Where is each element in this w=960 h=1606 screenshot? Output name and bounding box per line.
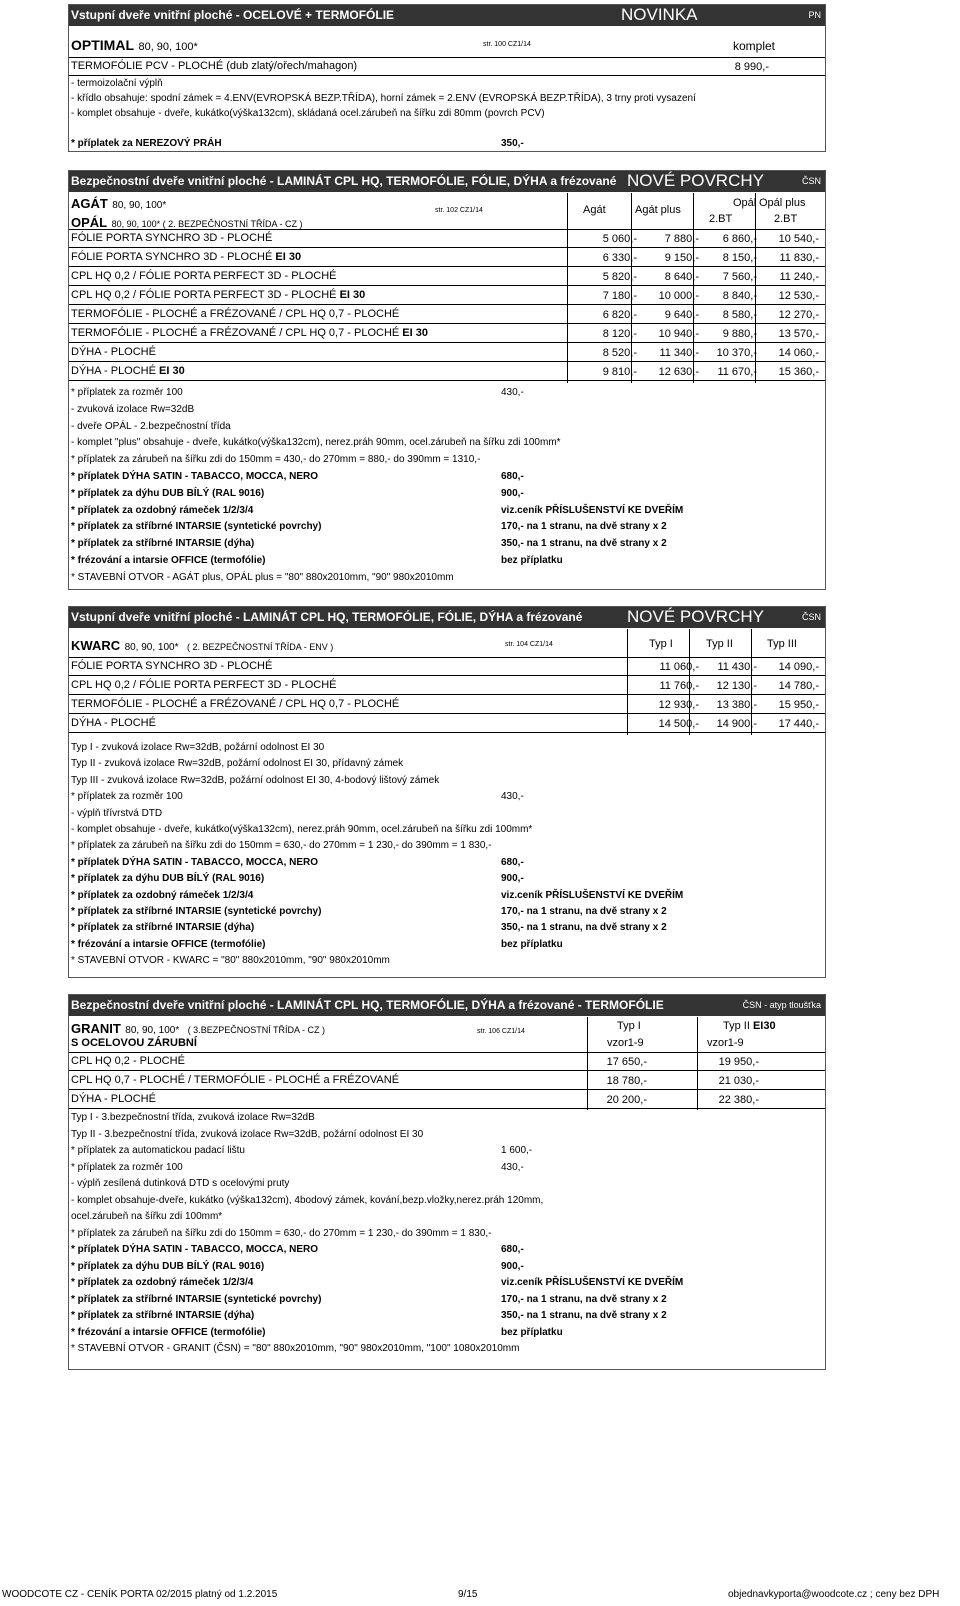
note-line: * příplatek za stříbrné INTARSIE (syntetické povrchy) [71, 521, 322, 533]
note-line: * frézování a intarsie OFFICE (termofólie) [71, 1326, 266, 1338]
price-cell: 20 200,- [606, 1094, 647, 1106]
standard-tag: ČSN [801, 612, 821, 622]
surcharge-value: 350,- [501, 138, 524, 149]
note-value: 900,- [501, 487, 524, 499]
note-line: - zvuková izolace Rw=32dB [71, 403, 195, 415]
column-divider [631, 193, 632, 383]
novinka-badge: NOVINKA [621, 5, 698, 24]
note-line: Typ I - zvuková izolace Rw=32dB, požární odolnost EI 30 [71, 742, 325, 753]
note-line: * příplatek za ozdobný rámeček 1/2/3/4 [71, 889, 254, 901]
row-label: DÝHA - PLOCHÉ [71, 1093, 156, 1105]
price-cell: 8 520,- [602, 347, 637, 359]
fire-rating: EI 30 [402, 327, 428, 339]
note-value: 350,- na 1 stranu, na dvě strany x 2 [501, 538, 667, 550]
column-divider [697, 1017, 698, 1110]
price-cell: 14 500,- [658, 718, 699, 730]
price-cell: 6 820,- [602, 309, 637, 321]
note-line: * příplatek za rozměr 100 [71, 791, 183, 803]
standard-tag: PN [808, 10, 821, 20]
note-value: bez příplatku [501, 938, 563, 950]
note-value: 900,- [501, 873, 524, 885]
col-typ-3: Typ III [767, 638, 797, 650]
note-line: * příplatek za zárubeň na šířku zdi do 150mm = 630,- do 270mm = 1 230,- do 390mm = 1 830,- [71, 840, 492, 852]
product-name-opal: OPÁL 80, 90, 100* ( 2. BEZPEČNOSTNÍ TŘÍDA - CZ ) [71, 215, 303, 230]
table-row [69, 678, 825, 695]
section-title: Vstupní dveře vnitřní ploché - LAMINÁT CPL HQ, TERMOFÓLIE, FÓLIE, DÝHA a frézované [71, 610, 583, 624]
new-surfaces-badge: NOVÉ POVRCHY [627, 607, 764, 626]
price-cell: 11 430,- [717, 661, 757, 673]
price-cell: 9 880,- [722, 328, 757, 340]
note-line: - dveře OPÁL - 2.bezpečnostní třída [71, 420, 231, 432]
price-cell: 5 820,- [602, 271, 637, 283]
section-header [69, 5, 825, 26]
row-label: CPL HQ 0,2 / FÓLIE PORTA PERFECT 3D - PLOCHÉ [71, 679, 337, 691]
price-cell: 10 370,- [716, 347, 757, 359]
column-divider [587, 1017, 588, 1110]
standard-tag: ČSN - atyp tloušťka [742, 1000, 821, 1010]
note-line: - výplň zesílená dutinková DTD s ocelovými pruty [71, 1178, 290, 1189]
table-row [69, 659, 825, 676]
section-agat-opal [68, 170, 826, 590]
col-opal-plus-bt: 2.BT [774, 213, 798, 225]
price-cell: 8 150,- [722, 252, 757, 264]
section-header [69, 607, 825, 628]
note-line: - termoizolační výplň [71, 78, 163, 89]
price-cell: 11 760,- [659, 680, 699, 692]
table-row [69, 326, 825, 343]
section-header [69, 995, 825, 1016]
note-value: 430,- [501, 1161, 524, 1173]
note-line: - komplet obsahuje - dveře, kukátko(výška132cm), nerez.práh 90mm, ocel.zárubeň na šířku zdi 100mm* [71, 824, 533, 835]
note-line: * příplatek za stříbrné INTARSIE (dýha) [71, 922, 255, 934]
col-typ-2: Typ II [706, 638, 733, 650]
price-cell: 8 580,- [722, 309, 757, 321]
note-value: bez příplatku [501, 555, 563, 566]
price-cell: 12 530,- [778, 290, 819, 302]
note-value: 170,- na 1 stranu, na dvě strany x 2 [501, 906, 667, 917]
price-cell: 15 950,- [778, 699, 819, 711]
column-divider [755, 193, 756, 383]
note-line: * frézování a intarsie OFFICE (termofólie) [71, 555, 266, 566]
row-label: TERMOFÓLIE - PLOCHÉ a FRÉZOVANÉ / CPL HQ 0,7 - PLOCHÉ EI 30 [71, 327, 428, 339]
price-cell: 21 030,- [718, 1075, 759, 1087]
standard-tag: ČSN [801, 176, 821, 186]
new-surfaces-badge: NOVÉ POVRCHY [627, 171, 764, 190]
column-divider [567, 193, 568, 383]
note-line: * příplatek za stříbrné INTARSIE (dýha) [71, 1310, 255, 1321]
note-line: * STAVEBNÍ OTVOR - KWARC = "80" 880x2010mm, "90" 980x2010mm [71, 955, 390, 967]
note-value: bez příplatku [501, 1326, 563, 1338]
footer-right: objednavkyporta@woodcote.cz ; ceny bez DPH [728, 1589, 940, 1600]
vzor-typ-2: vzor1-9 [707, 1037, 744, 1049]
section-header [69, 171, 825, 192]
note-line: * STAVEBNÍ OTVOR - AGÁT plus, OPÁL plus = "80" 880x2010mm, "90" 980x2010mm [71, 571, 454, 583]
note-line: * příplatek za zárubeň na šířku zdi do 150mm = 430,- do 270mm = 880,- do 390mm = 1310,- [71, 454, 481, 466]
table-row [69, 250, 825, 267]
price-cell: 8 640,- [664, 271, 699, 283]
column-divider [751, 629, 752, 735]
page-ref: str. 106 CZ1/14 [477, 1028, 525, 1035]
section-kwarc [68, 606, 826, 978]
note-line: * příplatek za zárubeň na šířku zdi do 150mm = 630,- do 270mm = 1 230,- do 390mm = 1 830,- [71, 1227, 492, 1239]
note-line: - komplet "plus" obsahuje - dveře, kukátko(výška132cm), nerez.práh 90mm, ocel.zárubeň na šířku zdi 100mm* [71, 437, 561, 449]
price-cell: 10 000,- [658, 290, 699, 302]
product-name: KWARC 80, 90, 100* ( 2. BEZPEČNOSTNÍ TŘÍDA - ENV ) [71, 638, 334, 653]
price-cell: 6 860,- [722, 233, 757, 245]
note-value: 430,- [501, 387, 524, 398]
price-cell: 12 930,- [658, 699, 699, 711]
fire-rating: EI 30 [275, 251, 302, 263]
column-divider [689, 629, 690, 735]
note-line: * příplatek za rozměr 100 [71, 1161, 183, 1173]
note-line: * příplatek za stříbrné INTARSIE (syntetické povrchy) [71, 1293, 322, 1305]
section-optimal [68, 4, 826, 152]
footer-left: WOODCOTE CZ - CENÍK PORTA 02/2015 platný od 1.2.2015 [2, 1589, 278, 1600]
page-ref: str. 102 CZ1/14 [435, 207, 483, 214]
price-cell: 17 440,- [778, 718, 819, 730]
note-value: 170,- na 1 stranu, na dvě strany x 2 [501, 1293, 667, 1305]
note-value: 900,- [501, 1260, 524, 1272]
note-value: 170,- na 1 stranu, na dvě strany x 2 [501, 521, 667, 533]
note-line: * příplatek za dýhu DUB BÍLÝ (RAL 9016) [71, 873, 265, 885]
fire-rating: EI 30 [339, 289, 366, 301]
row-label: CPL HQ 0,2 / FÓLIE PORTA PERFECT 3D - PLOCHÉ [71, 270, 337, 282]
table-row [69, 1092, 825, 1109]
note-value: 350,- na 1 stranu, na dvě strany x 2 [501, 1310, 667, 1321]
note-value: viz.ceník PŘÍSLUŠENSTVÍ KE DVEŘÍM [501, 504, 684, 516]
note-line: - křídlo obsahuje: spodní zámek = 4.ENV(EVROPSKÁ BEZP.TŘÍDA), horní zámek = 2.ENV (EVROPSKÁ BEZP.TŘÍDA), 3 trny proti vysazení [71, 93, 696, 104]
table-row [69, 231, 825, 248]
note-line: - komplet obsahuje - dveře, kukátko(výška132cm), skládaná ocel.zárubeň na šířku zdi 80mm (povrch PCV) [71, 108, 545, 119]
surcharge-label: * příplatek za NEREZOVÝ PRÁH [71, 138, 222, 149]
note-value: 680,- [501, 1244, 524, 1255]
price-cell: 11 670,- [717, 366, 757, 378]
price-cell: 11 060,- [659, 661, 699, 673]
col-opal-plus: Opál plus [759, 197, 806, 209]
price-cell: 19 950,- [718, 1056, 759, 1068]
price-cell: 10 940,- [658, 328, 699, 340]
row-label: CPL HQ 0,2 - PLOCHÉ [71, 1055, 185, 1067]
col-typ-1: Typ I [649, 638, 673, 650]
price-cell: 5 060,- [602, 233, 637, 245]
price-cell: 18 780,- [606, 1075, 647, 1087]
price-cell: 12 630,- [658, 366, 699, 378]
note-line: * příplatek za ozdobný rámeček 1/2/3/4 [71, 504, 254, 516]
table-row: TERMOFÓLIE PCV - PLOCHÉ (dub zlatý/ořech/mahagon) 8 990,- [69, 59, 825, 76]
table-row [69, 1073, 825, 1090]
note-line: * příplatek za stříbrné INTARSIE (dýha) [71, 538, 255, 550]
price-cell: 14 900,- [716, 718, 757, 730]
product-name: OPTIMAL 80, 90, 100* [71, 37, 198, 53]
note-line: * příplatek za stříbrné INTARSIE (syntetické povrchy) [71, 906, 322, 917]
row-label: DÝHA - PLOCHÉ [71, 346, 156, 358]
price-cell: 11 830,- [779, 252, 819, 264]
note-line: - komplet obsahuje-dveře, kukátko (výška132cm), 4bodový zámek, kování,bezp.vložky,nerez.práh 120mm, [71, 1194, 544, 1206]
price-cell: 17 650,- [606, 1056, 647, 1068]
page-ref: str. 100 CZ1/14 [483, 41, 531, 48]
row-label: CPL HQ 0,2 / FÓLIE PORTA PERFECT 3D - PLOCHÉ EI 30 [71, 289, 366, 301]
note-line: * příplatek DÝHA SATIN - TABACCO, MOCCA, NERO [71, 856, 319, 868]
note-value: 430,- [501, 791, 524, 803]
note-value: 1 600,- [501, 1145, 533, 1156]
price-cell: 8 120,- [602, 328, 637, 340]
table-row [69, 307, 825, 324]
note-line: * příplatek za rozměr 100 [71, 387, 183, 398]
page-ref: str. 104 CZ1/14 [505, 641, 553, 648]
price-cell: 11 340,- [659, 347, 699, 359]
table-row [69, 697, 825, 714]
price-cell: 14 780,- [778, 680, 819, 692]
price-cell: 9 150,- [664, 252, 699, 264]
price-cell: 10 540,- [778, 233, 819, 245]
fire-rating: EI 30 [159, 365, 185, 377]
price-cell: 9 810,- [602, 366, 637, 378]
col-typ-2: Typ II EI30 [723, 1020, 776, 1032]
price-cell: 22 380,- [718, 1094, 759, 1106]
note-line: * příplatek za ozdobný rámeček 1/2/3/4 [71, 1277, 254, 1288]
price-cell: 11 240,- [779, 271, 819, 283]
section-title: Vstupní dveře vnitřní ploché - OCELOVÉ + TERMOFÓLIE [71, 8, 395, 22]
column-divider [693, 193, 694, 383]
price-cell: 9 640,- [664, 309, 699, 321]
table-row [69, 269, 825, 286]
price-cell: 15 360,- [778, 366, 819, 378]
note-line: * příplatek za automatickou padací lištu [71, 1145, 245, 1156]
price-cell: 14 060,- [778, 347, 819, 359]
price-cell: 7 180,- [602, 290, 637, 302]
price-cell: 6 330,- [602, 252, 637, 264]
note-line: Typ III - zvuková izolace Rw=32dB, požární odolnost EI 30, 4-bodový lištový zámek [71, 774, 440, 786]
note-line: * příplatek za dýhu DUB BÍLÝ (RAL 9016) [71, 1260, 265, 1272]
product-name-agat: AGÁT 80, 90, 100* [71, 196, 167, 211]
section-title: Bezpečnostní dveře vnitřní ploché - LAMINÁT CPL HQ, TERMOFÓLIE, FÓLIE, DÝHA a frézované [71, 174, 617, 188]
col-agat-plus: Agát plus [635, 204, 681, 216]
note-line: Typ II - 3.bezpečnostní třída, zvuková izolace Rw=32dB, požární odolnost EI 30 [71, 1128, 424, 1140]
note-value: viz.ceník PŘÍSLUŠENSTVÍ KE DVEŘÍM [501, 889, 684, 901]
price-cell: 7 560,- [722, 271, 757, 283]
col-opal: Opál [733, 197, 757, 209]
row-label: TERMOFÓLIE - PLOCHÉ a FRÉZOVANÉ / CPL HQ 0,7 - PLOCHÉ [71, 698, 400, 710]
row-label: FÓLIE PORTA SYNCHRO 3D - PLOCHÉ [71, 660, 273, 672]
col-agat: Agát [583, 204, 606, 216]
note-line: ocel.zárubeň na šířku zdi 100mm* [71, 1211, 223, 1222]
row-label: FÓLIE PORTA SYNCHRO 3D - PLOCHÉ [71, 232, 273, 244]
note-line: * příplatek DÝHA SATIN - TABACCO, MOCCA, NERO [71, 471, 319, 482]
vzor-typ-1: vzor1-9 [607, 1037, 644, 1049]
table-row [69, 1054, 825, 1071]
col-typ-1: Typ I [617, 1020, 641, 1032]
col-komplet: komplet [733, 39, 776, 53]
table-row [69, 364, 825, 381]
note-line: * STAVEBNÍ OTVOR - GRANIT (ČSN) = "80" 880x2010mm, "90" 980x2010mm, "100" 1080x2010mm [71, 1343, 520, 1354]
note-line: - výplň třívrstvá DTD [71, 807, 163, 819]
row-label: DÝHA - PLOCHÉ [71, 717, 156, 729]
note-line: Typ II - zvuková izolace Rw=32dB, požární odolnost EI 30, přídavný zámek [71, 758, 404, 770]
price-cell: 13 570,- [778, 328, 819, 340]
page-number: 9/15 [458, 1589, 478, 1600]
note-value: 680,- [501, 471, 524, 482]
table-row [69, 716, 825, 733]
price-cell: 13 380,- [716, 699, 757, 711]
note-line: * příplatek za dýhu DUB BÍLÝ (RAL 9016) [71, 487, 265, 499]
table-row [69, 288, 825, 305]
price-cell: 8 840,- [722, 290, 757, 302]
note-line: Typ I - 3.bezpečnostní třída, zvuková izolace Rw=32dB [71, 1112, 315, 1123]
note-value: 680,- [501, 856, 524, 868]
note-line: * příplatek DÝHA SATIN - TABACCO, MOCCA, NERO [71, 1244, 319, 1255]
section-granit [68, 994, 826, 1370]
note-line: * frézování a intarsie OFFICE (termofólie) [71, 938, 266, 950]
price-cell: 12 130,- [716, 680, 757, 692]
note-value: 350,- na 1 stranu, na dvě strany x 2 [501, 922, 667, 934]
subtitle: S OCELOVOU ZÁRUBNÍ [71, 1037, 197, 1049]
price-cell: 14 090,- [778, 661, 819, 673]
table-row [69, 345, 825, 362]
row-label: TERMOFÓLIE - PLOCHÉ a FRÉZOVANÉ / CPL HQ 0,7 - PLOCHÉ [71, 308, 400, 320]
row-label: DÝHA - PLOCHÉ EI 30 [71, 365, 185, 377]
col-opal-bt: 2.BT [709, 213, 733, 225]
price-cell: 7 880,- [664, 233, 699, 245]
row-label: CPL HQ 0,7 - PLOCHÉ / TERMOFÓLIE - PLOCHÉ a FRÉZOVANÉ [71, 1074, 400, 1086]
section-title: Bezpečnostní dveře vnitřní ploché - LAMINÁT CPL HQ, TERMOFÓLIE, DÝHA a frézované - TERMOFÓLIE [71, 998, 664, 1012]
product-name: GRANIT 80, 90, 100* ( 3.BEZPEČNOSTNÍ TŘÍDA - CZ ) [71, 1021, 326, 1036]
column-divider [627, 629, 628, 735]
note-value: viz.ceník PŘÍSLUŠENSTVÍ KE DVEŘÍM [501, 1277, 684, 1288]
row-label: FÓLIE PORTA SYNCHRO 3D - PLOCHÉ EI 30 [71, 251, 302, 263]
price-cell: 12 270,- [778, 309, 819, 321]
